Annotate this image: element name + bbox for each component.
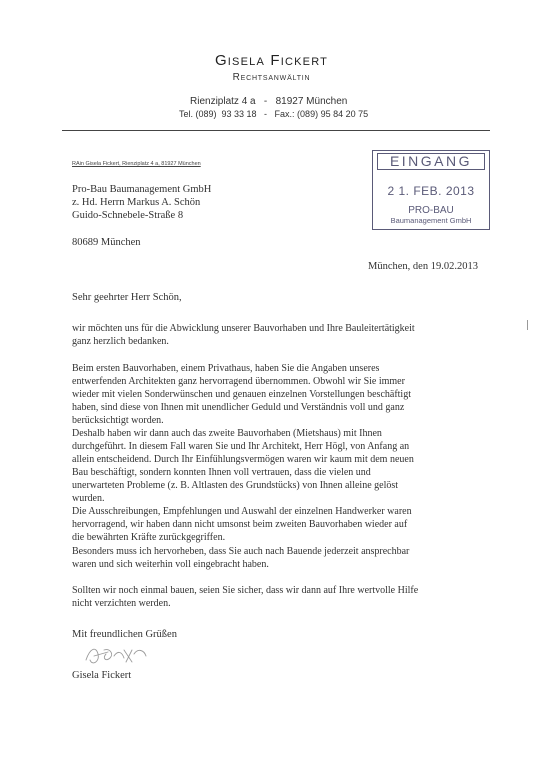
recipient-attention: z. Hd. Herrn Markus A. Schön — [72, 197, 201, 208]
recipient-company: Pro-Bau Baumanagement GmbH — [72, 184, 212, 195]
stamp-sub: Baumanagement GmbH — [390, 216, 472, 225]
body-line: wir möchten uns für die Abwicklung unserer Bauvorhaben und Ihre Bauleitertätigkeit — [72, 323, 415, 334]
body-line: wurden. — [72, 493, 105, 504]
letterhead-divider — [62, 130, 490, 131]
letter-date: München, den 19.02.2013 — [368, 261, 478, 272]
body-line: Die Ausschreibungen, Empfehlungen und Auswahl der einzelnen Handwerker waren — [72, 506, 412, 517]
body-line: wieder mit vielen Sonderwünschen und genauen einzelnen Vorstellungen beschäftigt — [72, 389, 411, 400]
body-line: unerwarteten Probleme (z. B. Altlasten des Grundstücks) von Ihnen alleine gelöst — [72, 480, 399, 491]
body-paragraph-4 — [72, 505, 492, 544]
body-line: die bewährten Kräfte zurückgegriffen. — [72, 532, 226, 543]
recipient-street: Guido-Schnebele-Straße 8 — [72, 210, 184, 221]
body-line: waren und sich weiterhin voll eingebracht haben. — [72, 559, 269, 570]
body-line: Bau beschäftigt, sondern konnten Ihnen voll vertrauen, dass die vielen und — [72, 467, 371, 478]
body-line: ganz herzlich bedanken. — [72, 336, 169, 347]
body-line: Sollten wir noch einmal bauen, seien Sie sicher, dass wir dann auf Ihre wertvolle Hilfe — [72, 585, 419, 596]
handwritten-signature — [80, 640, 152, 670]
body-line: hervorragend, wir haben dann nicht umsonst beim zweiten Bauvorhaben wieder auf — [72, 519, 408, 530]
letterhead-phones: Tel. (089) 93 33 18 - Fax.: (089) 95 84 20 75 — [179, 109, 369, 119]
letterhead-address: Rienziplatz 4 a - 81927 München — [190, 96, 348, 107]
body-line: nicht verzichten werden. — [72, 598, 171, 609]
scan-edge-mark — [527, 320, 528, 330]
body-paragraph-3 — [72, 427, 492, 505]
stamp-org: PRO-BAU — [408, 205, 454, 216]
body-line: Beim ersten Bauvorhaben, einem Privathaus, haben Sie die Angaben unseres — [72, 363, 380, 374]
body-line: Besonders muss ich hervorheben, dass Sie auch nach Bauende jederzeit ansprechbar — [72, 546, 410, 557]
closing: Mit freundlichen Grüßen — [72, 629, 177, 640]
letterhead-name: Gisela Fickert — [214, 52, 329, 69]
body-paragraph-6 — [72, 584, 492, 610]
body-line: berücksichtigt worden. — [72, 415, 164, 426]
stamp-date: 2 1. FEB. 2013 — [387, 184, 475, 198]
body-line: entwerfenden Architekten ganz hervorragend übernommen. Obwohl wir Sie immer — [72, 376, 405, 387]
signer-name: Gisela Fickert — [72, 670, 132, 681]
salutation: Sehr geehrter Herr Schön, — [72, 292, 182, 303]
sender-return-line: RAin Gisela Fickert, Rienziplatz 4 a, 81927 München — [72, 161, 201, 167]
body-paragraph-5 — [72, 545, 492, 571]
received-stamp — [372, 150, 490, 230]
letterhead-title: Rechtsanwältin — [232, 72, 311, 83]
recipient-city: 80689 München — [72, 237, 141, 248]
body-paragraph-1 — [72, 322, 492, 348]
body-line: Deshalb haben wir dann auch das zweite Bauvorhaben (Mietshaus) mit Ihnen — [72, 428, 382, 439]
body-paragraph-2 — [72, 362, 492, 427]
body-line: durchgeführt. In diesem Fall waren Sie und Ihr Architekt, Herr Högl, von Anfang an — [72, 441, 410, 452]
body-line: allein entscheidend. Durch Ihr Einfühlungsvermögen waren wir kaum mit dem neuen — [72, 454, 414, 465]
body-line: haben, sind diese von Ihnen mit unendlicher Geduld und Verständnis voll und ganz — [72, 402, 405, 413]
stamp-title: EINGANG — [377, 153, 485, 170]
